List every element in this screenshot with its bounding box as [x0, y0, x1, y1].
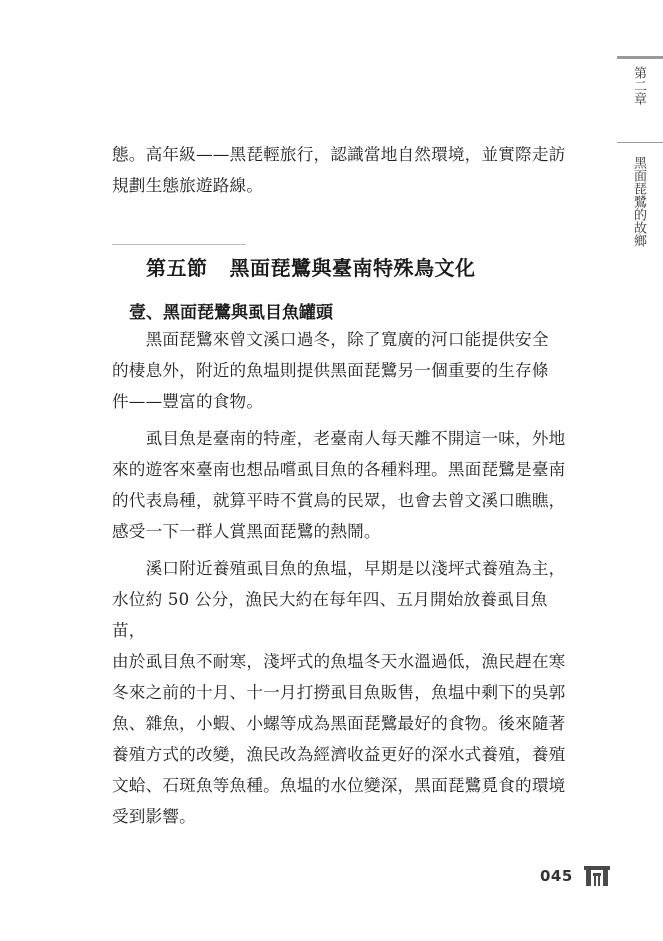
paragraph: 黑面琵鷺來曾文溪口過冬，除了寬廣的河口能提供安全 的棲息外，附近的魚塭則提供黑面琵鷺另一個重要的生存條 件——豐富的食物。 [112, 330, 549, 411]
chapter-title: 黑面琵鷺的故鄉 [631, 156, 646, 247]
section-title: 黑面琵鷺與臺南特殊鳥文化 [229, 256, 476, 280]
gate-icon [584, 864, 610, 886]
sidebar-top-divider [617, 56, 663, 59]
paragraph: 虱目魚是臺南的特產，老臺南人每天離不開這一味，外地 來的遊客來臺南也想品嚐虱目魚的各種料理。黑面琵鷺是臺南 的代表鳥種，就算平時不賞鳥的民眾，也會去曾文溪口瞧瞧， 感受一下一群人賞黑面琵鷺的熱鬧。 [112, 429, 566, 541]
section-divider [112, 244, 246, 245]
sidebar-mid-divider [617, 142, 663, 143]
chapter-label: 第二章 [631, 66, 646, 105]
section-number: 第五節 [146, 256, 208, 280]
subsection-heading: 壹、黑面琵鷺與虱目魚罐頭 [129, 303, 333, 323]
page-number: 045 [540, 867, 573, 885]
paragraph: 溪口附近養殖虱目魚的魚塭，早期是以淺坪式養殖為主， 水位約 50 公分，漁民大約在每年四、五月開始放養虱目魚苗， 由於虱目魚不耐寒，淺坪式的魚塭冬天水溫過低，漁民趕在寒 冬來之前的十月、十一月打撈虱目魚販售，魚塭中剩下的吳郭 魚、雜魚，小蝦、小螺等成為黑面琵鷺最好的食物。後來隨著 養殖方式的改變，漁民改為經濟收益更好的深水式養殖，養殖 文蛤、石斑魚等魚種。魚塭的水位變深，黑面琵鷺覓食的環境 受到影響。 [112, 559, 566, 826]
section-heading [146, 252, 476, 281]
paragraph-continued: 態。高年級——黑琵輕旅行，認識當地自然環境，並實際走訪 規劃生態旅遊路線。 [112, 145, 566, 195]
